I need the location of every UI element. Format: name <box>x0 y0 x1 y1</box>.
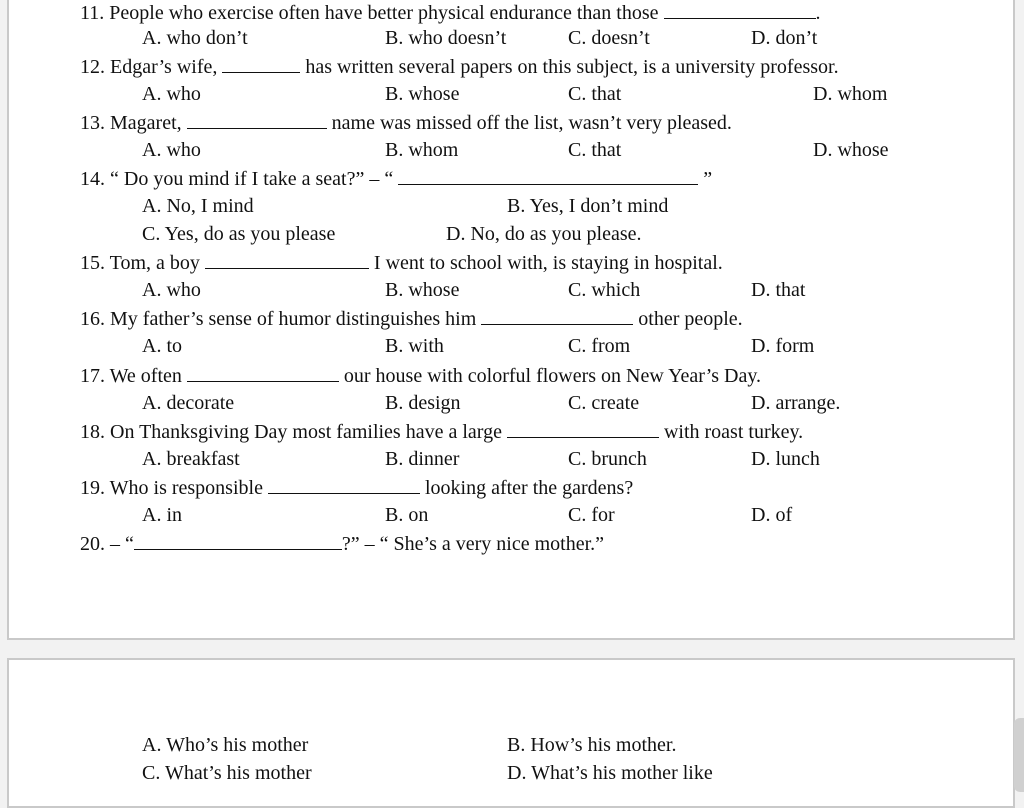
question-16 <box>80 306 743 331</box>
question-text: “ Do you mind if I take a seat?” – “ <box>110 168 394 190</box>
option-d: D. arrange. <box>751 392 841 414</box>
option-d: D. whom <box>813 83 888 105</box>
question-number: 19. <box>80 477 105 499</box>
question-text-end: . <box>815 2 821 24</box>
question-19 <box>80 475 633 500</box>
question-text: We often <box>109 365 182 387</box>
question-17 <box>80 363 761 388</box>
option-b: B. whose <box>385 83 460 105</box>
question-text-end: other people. <box>638 308 743 330</box>
question-14 <box>80 166 712 191</box>
question-20 <box>80 531 604 556</box>
question-text: Tom, a boy <box>109 252 200 274</box>
question-number: 12. <box>80 56 105 78</box>
answer-blank <box>268 475 420 494</box>
question-15 <box>80 250 723 275</box>
option-d: D. No, do as you please. <box>446 223 642 245</box>
option-a: A. breakfast <box>142 448 240 470</box>
option-b: B. dinner <box>385 448 460 470</box>
option-d: D. whose <box>813 139 889 161</box>
question-number: 17. <box>80 365 105 387</box>
option-d: D. lunch <box>751 448 820 470</box>
option-a: A. who <box>142 279 201 301</box>
scrollbar-thumb[interactable] <box>1014 718 1024 792</box>
option-d: D. What’s his mother like <box>507 762 713 784</box>
question-text-end: has written several papers on this subject, is a university professor. <box>305 56 839 78</box>
question-text: Who is responsible <box>109 477 263 499</box>
option-c: C. brunch <box>568 448 647 470</box>
option-d: D. form <box>751 335 815 357</box>
question-text: Magaret, <box>110 112 182 134</box>
option-a: A. who <box>142 83 201 105</box>
question-text-end: name was missed off the list, wasn’t very pleased. <box>331 112 732 134</box>
question-number: 15. <box>80 252 105 274</box>
question-text-end: ” <box>703 168 713 190</box>
option-c: C. doesn’t <box>568 27 650 49</box>
question-text: – “ <box>110 533 134 555</box>
question-number: 13. <box>80 112 105 134</box>
question-text-end: ?” – “ She’s a very nice mother.” <box>341 533 605 555</box>
question-11 <box>80 0 821 25</box>
question-number: 18. <box>80 421 105 443</box>
answer-blank <box>664 0 816 19</box>
option-d: D. don’t <box>751 27 818 49</box>
question-text: Edgar’s wife, <box>110 56 218 78</box>
option-b: B. How’s his mother. <box>507 734 677 756</box>
answer-blank <box>134 531 342 550</box>
option-a: A. in <box>142 504 182 526</box>
option-b: B. with <box>385 335 444 357</box>
question-text: My father’s sense of humor distinguishes him <box>110 308 477 330</box>
answer-blank <box>481 306 633 325</box>
option-c: C. that <box>568 83 622 105</box>
answer-blank <box>222 54 300 73</box>
document-page-2 <box>7 658 1015 808</box>
option-b: B. Yes, I don’t mind <box>507 195 669 217</box>
option-c: C. create <box>568 392 640 414</box>
option-a: A. Who’s his mother <box>142 734 309 756</box>
option-d: D. of <box>751 504 793 526</box>
option-d: D. that <box>751 279 806 301</box>
question-number: 11. <box>80 2 105 24</box>
question-text-end: our house with colorful flowers on New Year’s Day. <box>343 365 762 387</box>
answer-blank <box>398 166 698 185</box>
question-18 <box>80 419 803 444</box>
document-page-1 <box>7 0 1015 640</box>
option-b: B. whom <box>385 139 459 161</box>
option-b: B. on <box>385 504 429 526</box>
option-b: B. design <box>385 392 461 414</box>
option-a: A. No, I mind <box>142 195 254 217</box>
option-a: A. who <box>142 139 201 161</box>
option-a: A. who don’t <box>142 27 248 49</box>
answer-blank <box>205 250 369 269</box>
option-c: C. for <box>568 504 615 526</box>
option-b: B. who doesn’t <box>385 27 507 49</box>
option-b: B. whose <box>385 279 460 301</box>
question-13 <box>80 110 732 135</box>
option-c: C. that <box>568 139 622 161</box>
answer-blank <box>187 363 339 382</box>
option-c: C. Yes, do as you please <box>142 223 336 245</box>
option-a: A. decorate <box>142 392 235 414</box>
question-12 <box>80 54 839 79</box>
option-a: A. to <box>142 335 182 357</box>
option-c: C. from <box>568 335 631 357</box>
question-number: 14. <box>80 168 105 190</box>
answer-blank <box>187 110 327 129</box>
question-number: 20. <box>80 533 105 555</box>
option-c: C. What’s his mother <box>142 762 312 784</box>
question-text-end: looking after the gardens? <box>424 477 634 499</box>
answer-blank <box>507 419 659 438</box>
question-text-end: I went to school with, is staying in hospital. <box>373 252 723 274</box>
question-number: 16. <box>80 308 105 330</box>
question-text: People who exercise often have better physical endurance than those <box>109 2 659 24</box>
question-text-end: with roast turkey. <box>663 421 804 443</box>
option-c: C. which <box>568 279 641 301</box>
question-text: On Thanksgiving Day most families have a large <box>110 421 502 443</box>
